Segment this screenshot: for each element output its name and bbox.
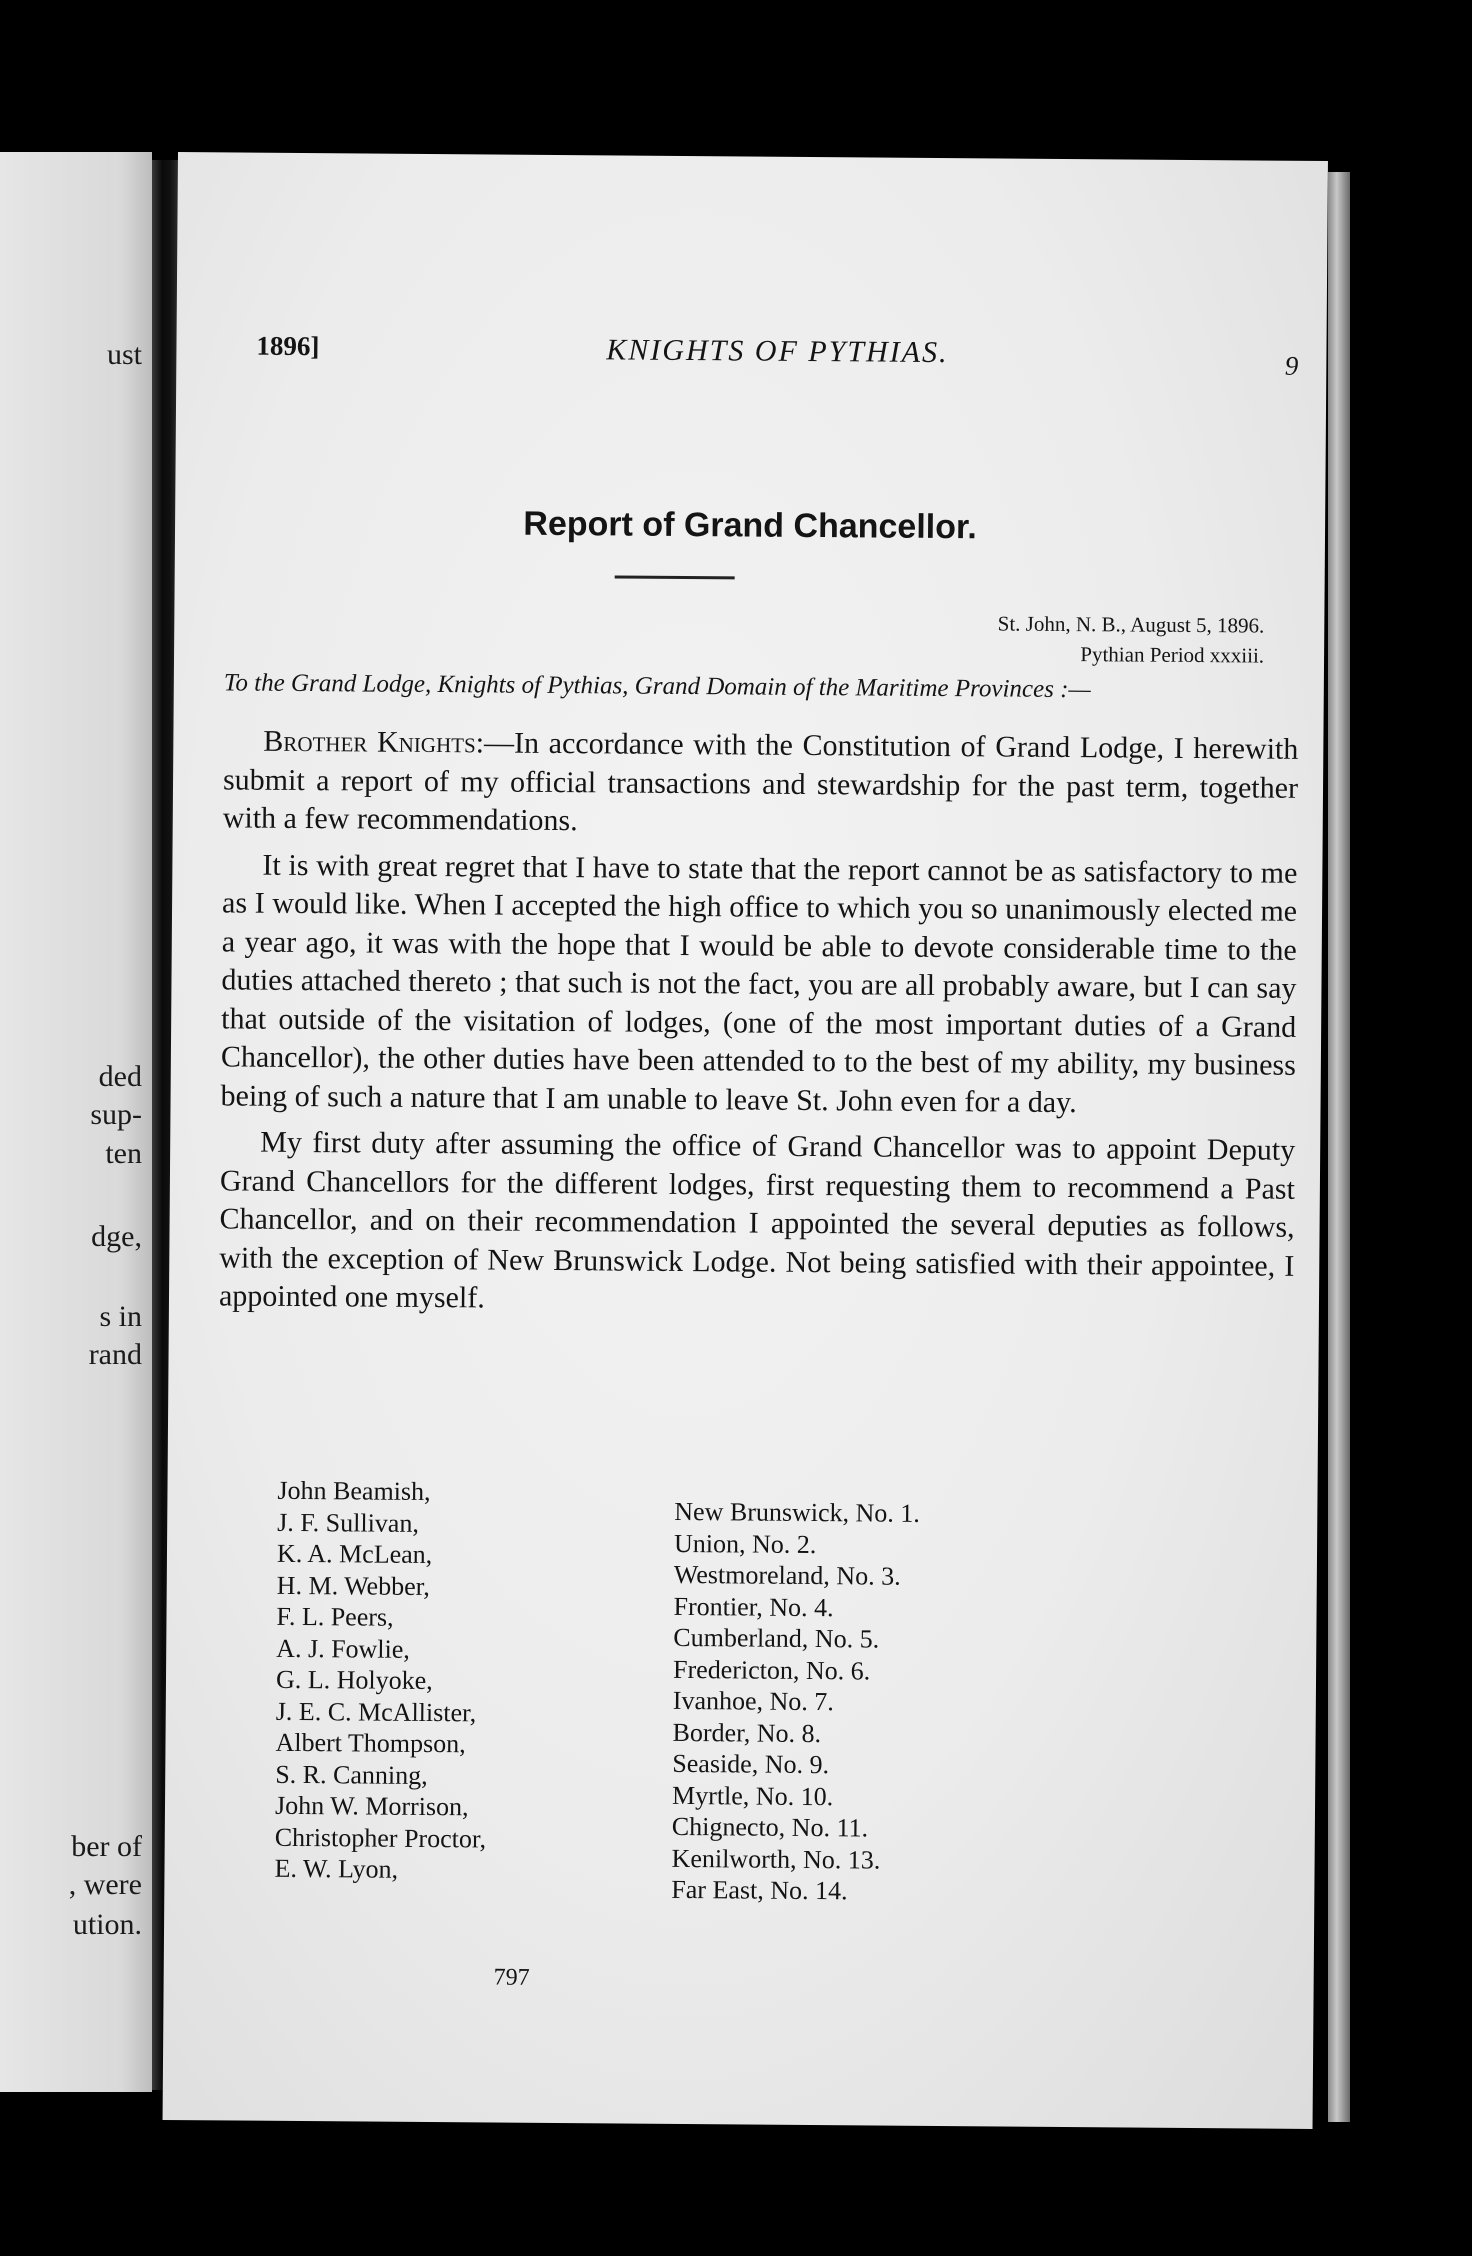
scanned-page	[163, 152, 1328, 2129]
address-line: To the Grand Lodge, Knights of Pythias, Grand Domain of the Maritime Provinces :—	[223, 669, 1091, 704]
paragraph-1	[223, 722, 1299, 846]
deputy-name: John Beamish,	[277, 1475, 431, 1507]
dateline	[997, 608, 1264, 670]
facing-page-fragment: , were	[68, 1868, 142, 1901]
deputy-lodge: Ivanhoe, No. 7.	[672, 1685, 834, 1717]
facing-page-edge	[0, 152, 152, 2092]
report-title: Report of Grand Chancellor.	[523, 504, 977, 547]
facing-page-fragment: s in	[99, 1300, 142, 1333]
dateline-place-date: St. John, N. B., August 5, 1896.	[997, 611, 1265, 638]
title-rule	[615, 575, 735, 579]
salutation: Brother Knights	[263, 724, 476, 760]
deputy-name: Christopher Proctor,	[274, 1822, 487, 1853]
deputy-lodge: Westmoreland, No. 3.	[673, 1559, 901, 1591]
page-stack-edge	[1328, 172, 1350, 2122]
deputy-name: J. F. Sullivan,	[277, 1507, 420, 1538]
header-year: 1896]	[256, 330, 320, 362]
deputy-lodge: Frontier, No. 4.	[673, 1591, 834, 1622]
deputy-name: J. E. C. McAllister,	[275, 1696, 477, 1727]
paragraph-1-text: :—In accordance with the Constitution of Grand Lodge, I herewith submit a report of my official transactions and stewardship for the past term, together with a few recommendations.	[222, 726, 1299, 838]
paragraph-2: It is with great regret that I have to state that the report cannot be as satisfactory to me as I would like. When I accepted the high office to which you so unanimously elected me a year ago, it was with the hope that I would be able to devote considerable time to the duties attached thereto ; that such is not the fact, you are all probably aware, but I can say that outside of the visitation of lodges, (one of the most important duties of a Grand Chancellor), the other duties have been attended to to the best of my ability, my business being of such a nature that I am unable to leave St. John even for a day.	[220, 848, 1298, 1119]
deputy-name: F. L. Peers,	[276, 1601, 394, 1632]
deputy-name: John W. Morrison,	[274, 1790, 469, 1822]
dateline-period: Pythian Period xxxiii.	[1080, 642, 1265, 668]
deputy-name: G. L. Holyoke,	[275, 1664, 433, 1696]
facing-page-fragment: ber of	[71, 1830, 142, 1863]
deputy-lodge: Myrtle, No. 10.	[671, 1780, 834, 1811]
folio-number: 797	[493, 1964, 530, 1991]
facing-page-fragment: sup-	[90, 1098, 142, 1131]
page-number: 9	[1284, 350, 1299, 381]
deputy-name: E. W. Lyon,	[274, 1853, 399, 1884]
facing-page-fragment: rand	[88, 1338, 142, 1371]
facing-page-fragment: ten	[105, 1137, 142, 1170]
deputy-lodge: Far East, No. 14.	[671, 1874, 848, 1906]
deputy-lodge: Seaside, No. 9.	[672, 1748, 830, 1780]
deputy-row	[274, 1853, 1134, 1906]
deputy-lodge: Kenilworth, No. 13.	[671, 1843, 881, 1875]
running-title: KNIGHTS OF PYTHIAS.	[606, 333, 949, 370]
deputy-lodge: Chignecto, No. 11.	[671, 1811, 869, 1843]
deputy-lodge: Fredericton, No. 6.	[672, 1654, 871, 1685]
deputy-name: K. A. McLean,	[276, 1538, 433, 1570]
deputy-name: H. M. Webber,	[276, 1570, 430, 1601]
deputy-name: Albert Thompson,	[275, 1727, 466, 1759]
deputy-lodge: New Brunswick, No. 1.	[674, 1496, 920, 1528]
deputy-lodge: Cumberland, No. 5.	[673, 1622, 880, 1654]
deputies-list	[274, 1475, 1137, 1906]
deputy-lodge: Border, No. 8.	[672, 1717, 822, 1748]
facing-page-fragment: ded	[98, 1060, 142, 1093]
facing-page-fragment: dge,	[91, 1220, 142, 1253]
deputy-lodge: Union, No. 2.	[673, 1528, 817, 1559]
page-header	[256, 331, 1298, 379]
deputy-name: A. J. Fowlie,	[276, 1633, 410, 1664]
deputy-name: S. R. Canning,	[275, 1759, 428, 1790]
report-body	[219, 722, 1299, 1332]
facing-page-fragment: ust	[106, 338, 142, 371]
paragraph-3: My first duty after assuming the office of Grand Chancellor was to appoint Deputy Grand Chancellors for the different lodges, first requesting them to recommend a Past Chancellor, and on their recommendation I appointed the several deputies as follows, with the exception of New Brunswick Lodge. Not being satisfied with their appointee, I appointed one myself.	[218, 1125, 1296, 1315]
facing-page-fragment: ution.	[72, 1908, 142, 1941]
